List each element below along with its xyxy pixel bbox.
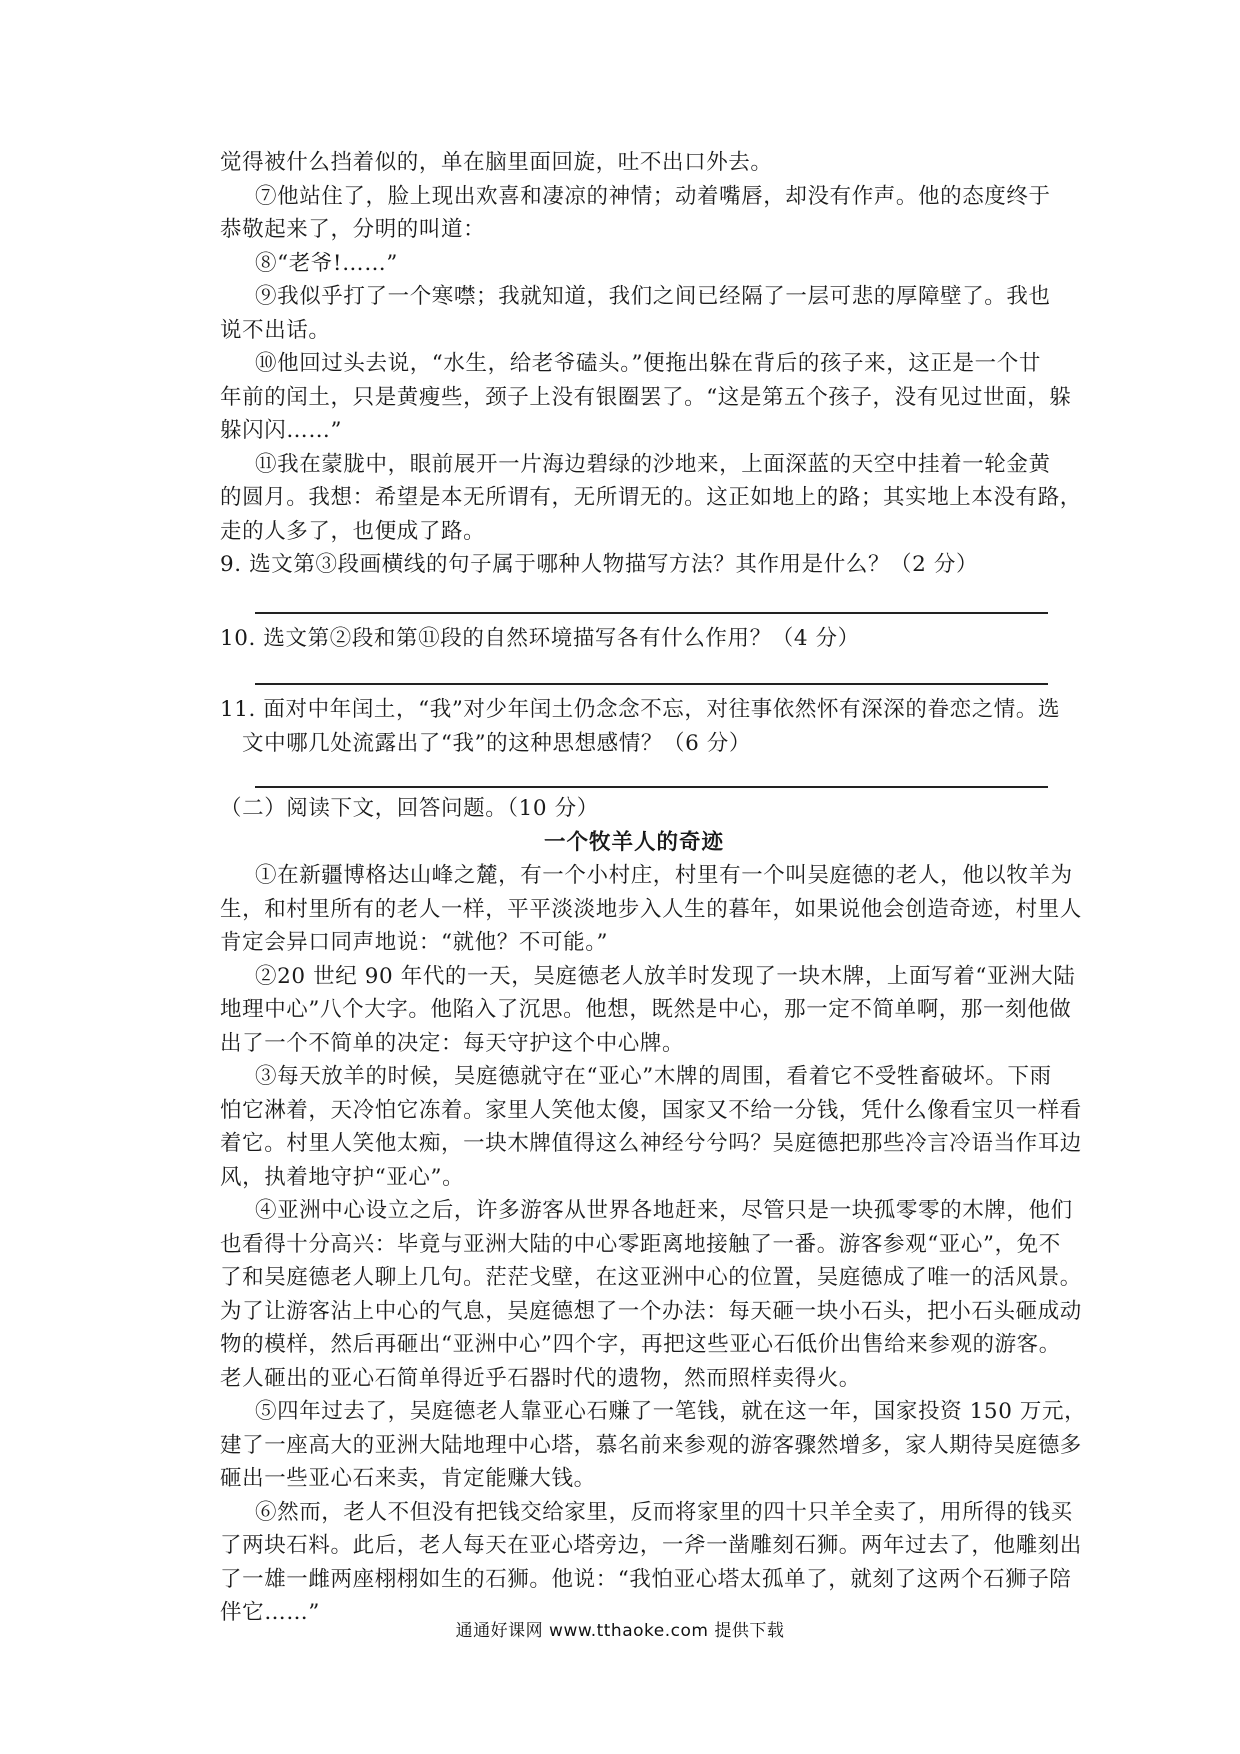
question-11: 11. 面对中年闰土，“我”对少年闰土仍念念不忘，对往事依然怀有深深的眷恋之情。选	[220, 697, 1061, 722]
passage-line: 出了一个不简单的决定：每天守护这个中心牌。	[220, 1030, 685, 1056]
article-title: 一个牧羊人的奇迹	[543, 829, 724, 855]
passage-line: 了两块石料。此后，老人每天在亚心塔旁边，一斧一凿雕刻石狮。两年过去了，他雕刻出	[220, 1533, 1082, 1558]
passage-line: 了和吴庭德老人聊上几句。茫茫戈壁，在这亚洲中心的位置，吴庭德成了唯一的活风景。	[220, 1265, 1082, 1290]
passage-two	[220, 859, 1087, 1630]
page-footer: 通通好课网 www.tthaoke.com 提供下载	[455, 1621, 785, 1641]
passage-one	[220, 146, 1082, 548]
passage-line: 恭敬起来了，分明的叫道：	[220, 217, 486, 242]
paragraph-9: ⑨我似乎打了一个寒噤；我就知道，我们之间已经隔了一层可悲的厚障壁了。我也	[255, 284, 1051, 309]
paragraph-7: ⑦他站住了，脸上现出欢喜和凄凉的神情；动着嘴唇，却没有作声。他的态度终于	[255, 183, 1051, 209]
exam-page	[220, 146, 1087, 1630]
passage-line: 年前的闰土，只是黄瘦些，颈子上没有银圈罢了。“这是第五个孩子，没有见过世面，躲	[220, 384, 1072, 410]
paragraph-2: ②20 世纪 90 年代的一天，吴庭德老人放羊时发现了一块木牌，上面写着“亚洲大陆	[255, 963, 1076, 989]
passage-line: 觉得被什么挡着似的，单在脑里面回旋，吐不出口外去。	[220, 150, 773, 175]
paragraph-5: ⑤四年过去了，吴庭德老人靠亚心石赚了一笔钱，就在这一年，国家投资 150 万元，	[255, 1399, 1087, 1424]
passage-line: 风，执着地守护“亚心”。	[220, 1164, 465, 1190]
paragraph-11: ⑪我在蒙胧中，眼前展开一片海边碧绿的沙地来，上面深蓝的天空中挂着一轮金黄	[255, 451, 1051, 477]
passage-line: 肯定会异口同声地说：“就他？不可能。”	[220, 930, 609, 955]
paragraph-4: ④亚洲中心设立之后，许多游客从世界各地赶来，尽管只是一块孤零零的木牌，他们	[255, 1198, 1073, 1223]
section-two-heading: （二）阅读下文，回答问题。（10 分）	[220, 796, 599, 821]
paragraph-3: ③每天放羊的时候，吴庭德就守在“亚心”木牌的周围，看着它不受牲畜破坏。下雨	[255, 1064, 1052, 1089]
question-9: 9. 选文第③段画横线的句子属于哪种人物描写方法？其作用是什么？（2 分）	[220, 552, 979, 577]
passage-line: 的圆月。我想：希望是本无所谓有，无所谓无的。这正如地上的路；其实地上本没有路，	[220, 485, 1082, 510]
passage-line: 建了一座高大的亚洲大陆地理中心塔，慕名前来参观的游客骤然增多，家人期待吴庭德多	[220, 1432, 1082, 1458]
paragraph-8: ⑧“老爷!……”	[255, 250, 398, 276]
passage-line: 也看得十分高兴：毕竟与亚洲大陆的中心零距离地接触了一番。游客参观“亚心”，免不	[220, 1231, 1061, 1257]
question-10: 10. 选文第②段和第⑪段的自然环境描写各有什么作用？（4 分）	[220, 625, 860, 651]
question-11-continued: 文中哪几处流露出了“我”的这种思想感情？（6 分）	[242, 730, 751, 756]
paragraph-10: ⑩他回过头去说，“水生，给老爷磕头。”便拖出躲在背后的孩子来，这正是一个廿	[255, 351, 1041, 376]
paragraph-6: ⑥然而，老人不但没有把钱交给家里，反而将家里的四十只羊全卖了，用所得的钱买	[255, 1499, 1073, 1525]
passage-line: 物的模样，然后再砸出“亚洲中心”四个字，再把这些亚心石低价出售给来参观的游客。	[220, 1332, 1061, 1357]
passage-line: 砸出一些亚心石来卖，肯定能赚大钱。	[220, 1466, 596, 1491]
passage-line: 老人砸出的亚心石简单得近乎石器时代的遗物，然而照样卖得火。	[220, 1365, 861, 1391]
passage-line: 生，和村里所有的老人一样，平平淡淡地步入人生的暮年，如果说他会创造奇迹，村里人	[220, 896, 1082, 922]
passage-line: 躲闪闪……”	[220, 418, 343, 443]
passage-line: 着它。村里人笑他太痴，一块木牌值得这么神经兮兮吗？吴庭德把那些冷言冷语当作耳边	[220, 1131, 1082, 1156]
paragraph-1: ①在新疆博格达山峰之麓，有一个小村庄，村里有一个叫吴庭德的老人，他以牧羊为	[255, 863, 1073, 888]
passage-line: 走的人多了，也便成了路。	[220, 518, 486, 544]
passage-line: 了一雄一雌两座栩栩如生的石狮。他说：“我怕亚心塔太孤单了，就刻了这两个石狮子陪	[220, 1566, 1072, 1592]
passage-line: 怕它淋着，天冷怕它冻着。家里人笑他太傻，国家又不给一分钱，凭什么像看宝贝一样看	[220, 1097, 1082, 1123]
passage-line: 伴它……”	[220, 1600, 320, 1625]
passage-line: 说不出话。	[220, 317, 331, 343]
passage-line: 为了让游客沾上中心的气息，吴庭德想了一个办法：每天砸一块小石头，把小石头砸成动	[220, 1298, 1082, 1324]
passage-line: 地理中心”八个大字。他陷入了沉思。他想，既然是中心，那一定不简单啊，那一刻他做	[220, 997, 1072, 1022]
